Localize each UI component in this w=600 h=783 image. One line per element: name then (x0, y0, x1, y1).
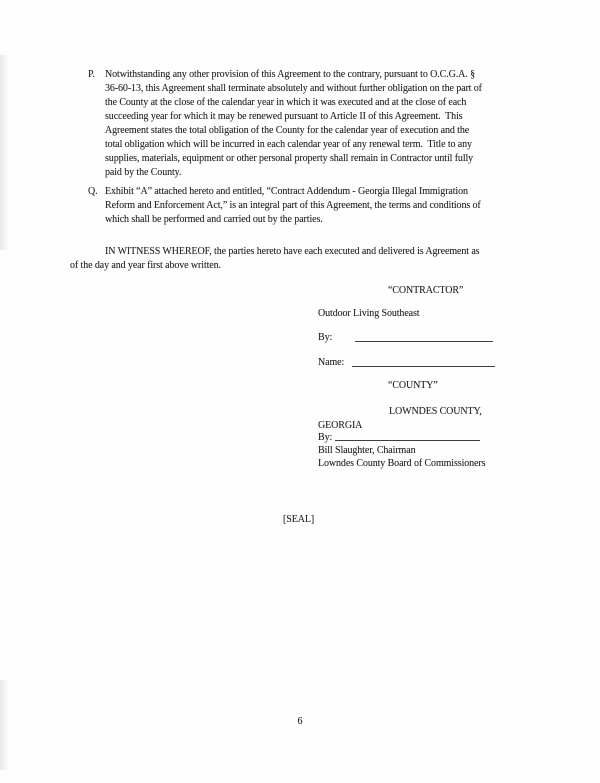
contractor-heading: “CONTRACTOR” (388, 285, 464, 296)
contractor-name-line (352, 356, 495, 367)
county-by-label: By: (318, 432, 333, 443)
paragraph-p-text: Notwithstanding any other provision of this Agreement to the contrary, pursuant to O.C.G.A. § 36-60-13, this Agreement shall terminate absolutely and without further obligation on the part of the County at the close of the calendar year in which it was executed and at the close of each succeeding year for which it may be renewed pursuant to Article II of this Agreement. This Agreement states the total obligation of the County for the calendar year of execution and the total obligation which will be incurred in each calendar year of any renewal term. Title to any supplies, materials, equipment or other personal property shall remain in Contractor until fully paid by the County. (105, 69, 482, 178)
contractor-name-label: Name: (318, 357, 345, 368)
county-signer-name: Bill Slaughter, Chairman (318, 445, 416, 456)
county-heading: “COUNTY” (388, 380, 438, 391)
county-by-signature-line (335, 430, 480, 441)
county-name-line2: GEORGIA (318, 420, 363, 431)
paragraph-q-label: Q. (88, 186, 98, 197)
seal-placeholder: [SEAL] (283, 514, 315, 525)
contractor-by-label: By: (318, 332, 333, 343)
paragraph-q (88, 185, 535, 227)
paragraph-p-label: P. (88, 69, 95, 80)
paragraph-q-text: Exhibit “A” attached hereto and entitled, “Contract Addendum - Georgia Illegal Immigration Reform and Enforcement Act,” is an integral part of this Agreement, the terms and conditions of which shall be performed and carried out by the parties. (105, 186, 481, 225)
county-name-line1: LOWNDES COUNTY, (389, 406, 482, 417)
witness-clause: IN WITNESS WHEREOF, the parties hereto have each executed and delivered is Agreement as of the day and year first above written. (70, 246, 480, 271)
paragraph-p (88, 68, 535, 180)
scan-shadow-top (0, 55, 9, 250)
contractor-company-name: Outdoor Living Southeast (318, 308, 420, 319)
contractor-by-signature-line (355, 331, 493, 342)
page-number: 6 (297, 716, 303, 727)
county-signer-org: Lowndes County Board of Commissioners (318, 458, 486, 469)
